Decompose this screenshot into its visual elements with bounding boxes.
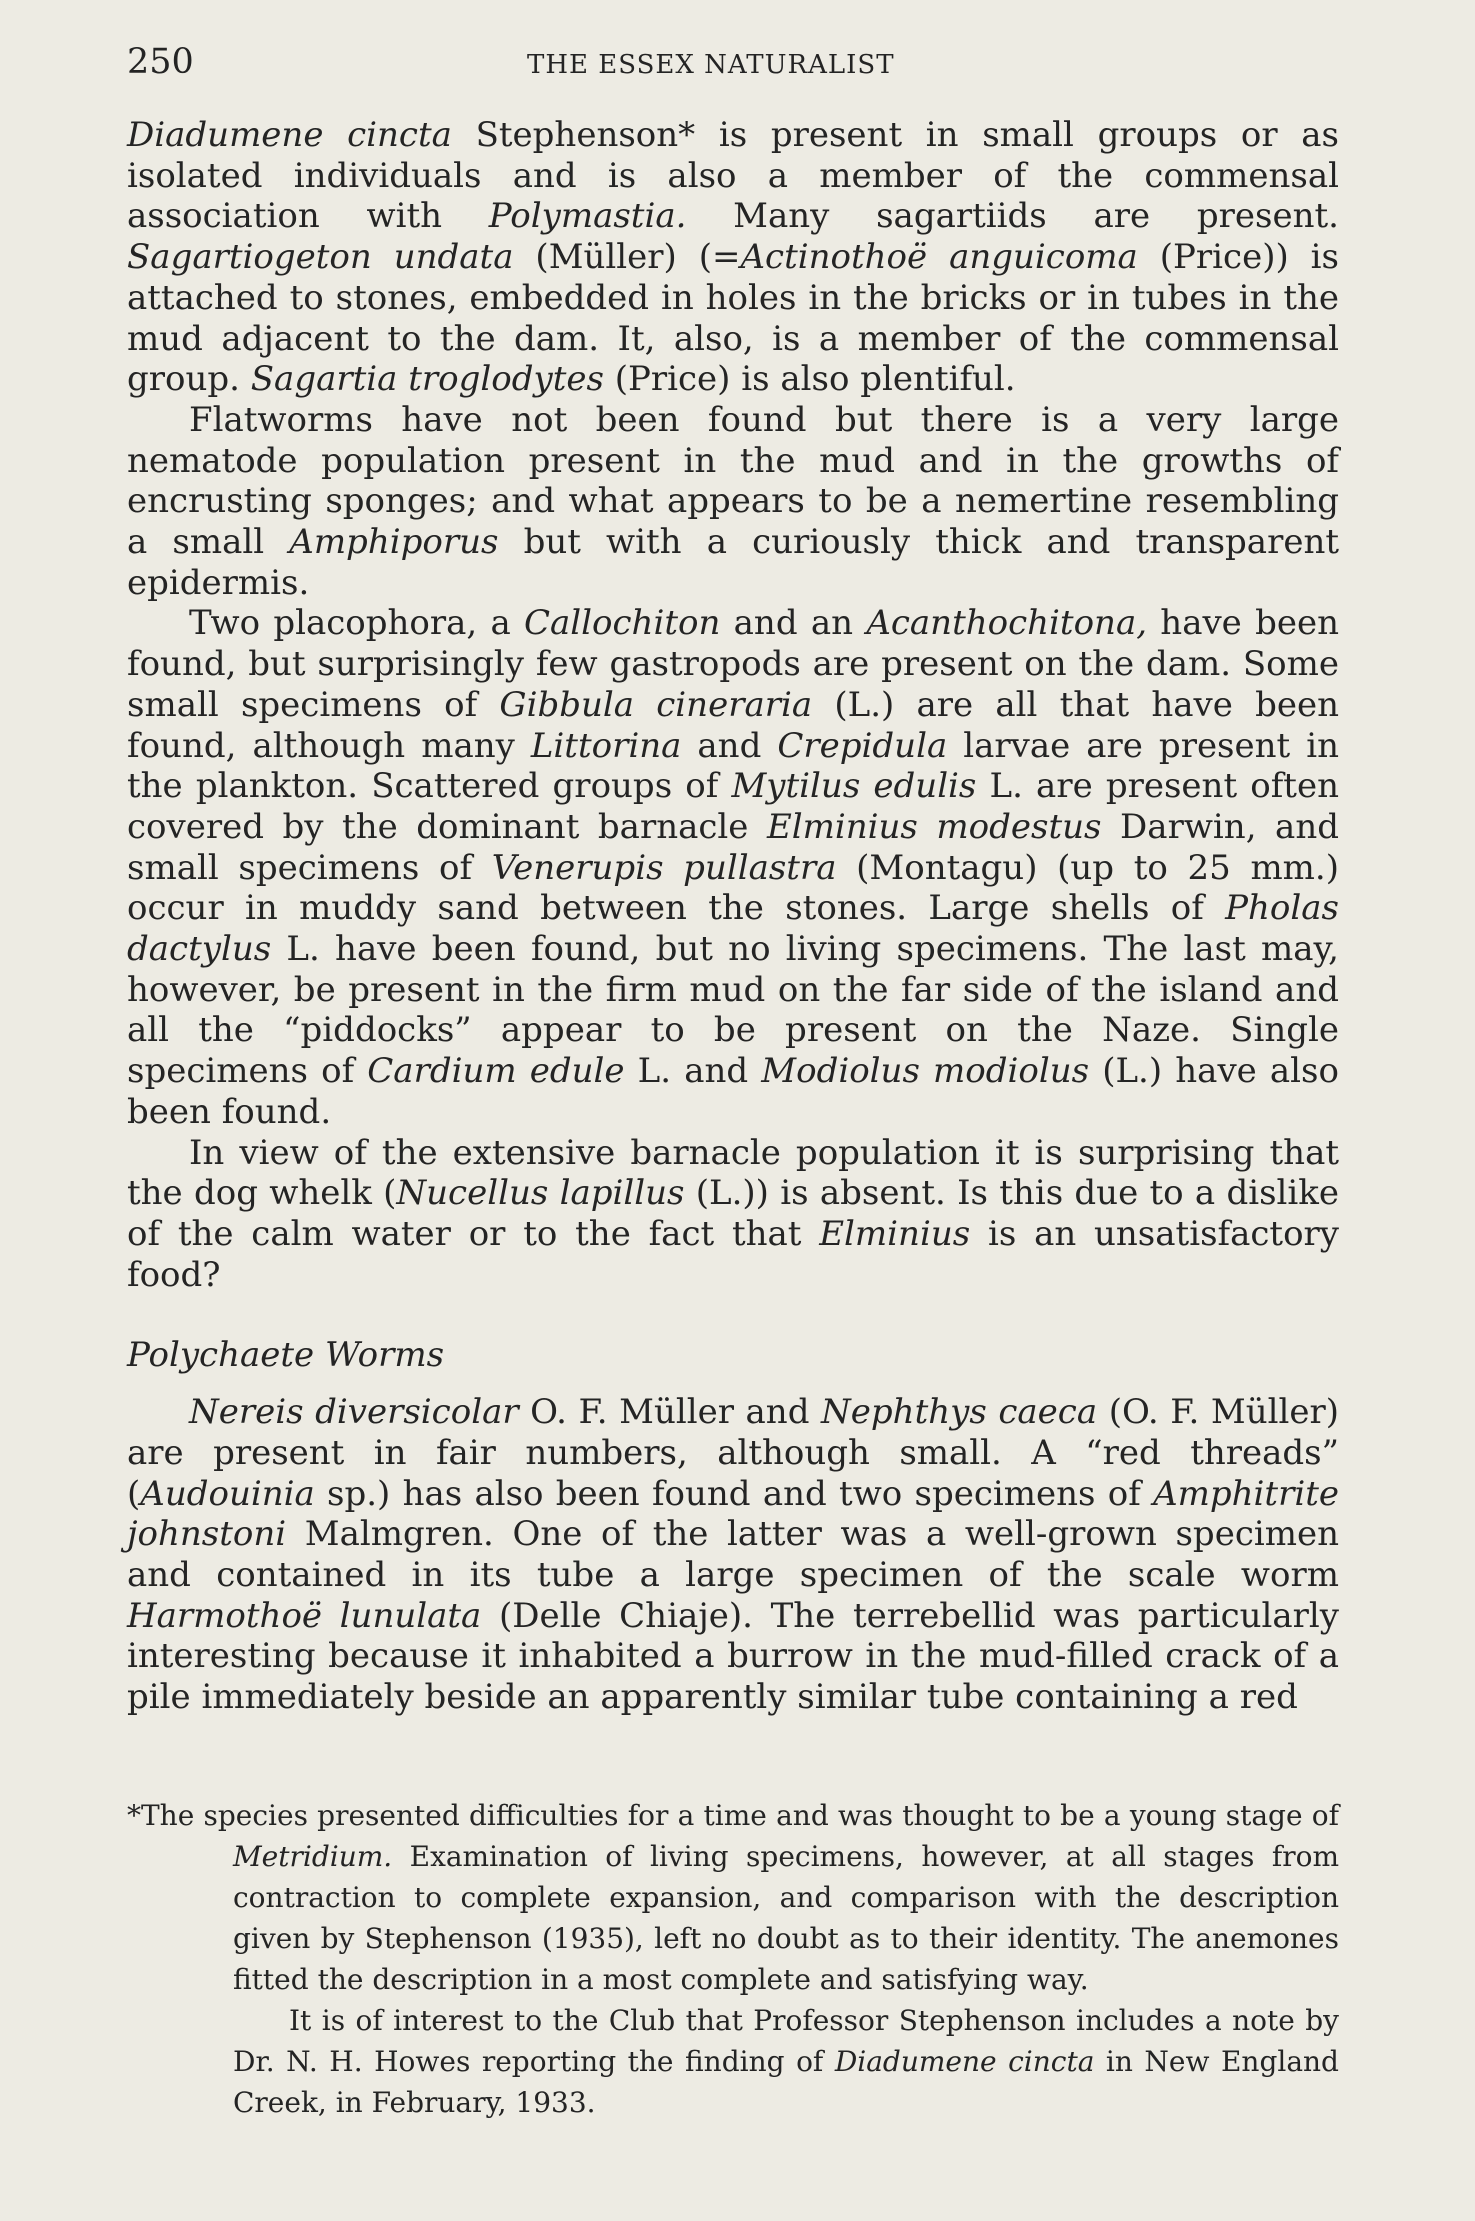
species-name: Mytilus edulis <box>731 766 977 807</box>
text-run: (L.) are all that have been found, although many <box>127 684 1339 766</box>
species-name: Amphiporus <box>289 522 499 563</box>
text-run: L. are present often covered by the dominant barnacle <box>127 766 1339 847</box>
text-run: Darwin, and small specimens of <box>127 806 1339 888</box>
running-head: THE ESSEX NATURALIST <box>527 50 895 80</box>
species-name: Elminius <box>819 1213 971 1254</box>
text-run: L. and <box>624 1051 762 1092</box>
text-run: Stephenson* is present in small groups or as isolated individuals and is also a member of the commensal association with <box>127 115 1339 237</box>
text-run: In view of the extensive barnacle population it is surprising that the dog whelk ( <box>127 1132 1339 1214</box>
species-name: Harmothoë lunulata <box>127 1595 482 1636</box>
text-run: Flatworms have not been found but there is a very large nematode population present in the mud and in the growths of encrusting sponges; and what appears to be a nemertine resembling a small <box>127 399 1339 563</box>
text-run: is an unsatisfactory food? <box>127 1213 1340 1295</box>
species-name: Audouinia <box>140 1473 315 1514</box>
paragraph-anemones <box>127 115 1339 400</box>
text-run: It is of interest to the Club that Professor Stephenson includes a note by Dr. N. H. Howes reporting the finding of <box>233 2004 1339 2078</box>
species-name: Elminius modestus <box>766 806 1102 847</box>
text-run: (Montagu) (up to 25 mm.) occur in muddy sand between the stones. Large shells of <box>127 847 1339 929</box>
text-run: (Price) is also plentiful. <box>603 359 1016 400</box>
paragraph-molluscs <box>127 603 1339 1132</box>
species-name: Acanthochitona, <box>866 603 1148 644</box>
text-run: in New England Creek, in February, 1933. <box>233 2045 1339 2119</box>
text-run: (Müller) (= <box>513 237 741 278</box>
text-run: (Delle Chiaje). The terrebellid was particularly interesting because it inhabited a burrow in the mud-filled crack of a pile immediately beside an apparently similar tube containing a red <box>127 1595 1339 1718</box>
species-name: Nucellus lapillus <box>396 1173 685 1214</box>
species-name: Amphitrite johnstoni <box>127 1473 1339 1555</box>
paragraph-dog-whelk <box>127 1133 1339 1296</box>
species-name: Nereis diversicolar <box>189 1392 519 1433</box>
paragraph-polychaetes <box>127 1392 1339 1718</box>
species-name: Sagartiogeton undata <box>127 237 514 278</box>
text-run: have been found, but surprisingly few gastropods are present on the dam. Some small specimens of <box>127 603 1339 725</box>
text-run: Many sagartiids are present. <box>686 196 1339 237</box>
text-run: and an <box>720 603 867 644</box>
species-name: Modiolus modiolus <box>761 1051 1090 1092</box>
species-name: Actinothoë anguicoma <box>740 237 1138 278</box>
text-run: (Price)) is attached to stones, embedded in holes in the bricks or in tubes in the mud adjacent to the dam. It, also, is a member of the commensal group. <box>127 237 1339 400</box>
page-header <box>127 42 1339 92</box>
species-name: Callochiton <box>524 603 721 644</box>
species-name: Venerupis pullastra <box>491 847 837 888</box>
species-name: Metridium. <box>233 1840 393 1873</box>
species-name: Sagartia troglodytes <box>250 359 604 400</box>
text-run: sp.) has also been found and two specimens of <box>314 1473 1154 1514</box>
species-name: Diadumene cincta <box>127 115 452 155</box>
footnotes <box>127 1795 1339 2123</box>
text-run: (O. F. Müller) are present in fair numbers, although small. A “red threads” ( <box>127 1392 1340 1514</box>
footnote-species-difficulty <box>127 1795 1339 2000</box>
species-name: Nephthys caeca <box>821 1392 1098 1433</box>
section-heading: Polychaete Worms <box>127 1335 445 1376</box>
text-run: O. F. Müller and <box>518 1392 822 1433</box>
text-run: (L.) have also been found. <box>127 1051 1339 1132</box>
text-run: larvae are present in the plankton. Scattered groups of <box>127 725 1339 807</box>
text-run: but with a curiously thick and transparent epidermis. <box>127 522 1340 603</box>
species-name: Diadumene cincta <box>834 2045 1095 2078</box>
species-name: Polymastia. <box>488 196 687 237</box>
text-run: L. have been found, but no living specimens. The last may, however, be present in the firm mud on the far side of the island and all the “piddocks” appear to be present on the Naze. Single specimens of <box>127 929 1339 1092</box>
text-run: Malmgren. One of the latter was a well-grown specimen and contained in its tube a large specimen of the scale worm <box>127 1514 1339 1595</box>
species-name: Littorina <box>530 725 682 766</box>
paragraph-flatworms <box>127 400 1339 604</box>
text-run: Two placophora, a <box>189 603 525 644</box>
species-name: Pholas dactylus <box>127 888 1339 970</box>
species-name: Gibbula cineraria <box>499 684 813 725</box>
body-text <box>127 115 1339 1718</box>
text-run: Examination of living specimens, however, at all stages from contraction to complete expansion, and comparison with the description given by Stephenson (1935), left no doubt as to their identity. The anemones fitted the description in a most complete and satisfying way. <box>233 1840 1339 1996</box>
footnote-club-note <box>127 2000 1339 2123</box>
species-name: Cardium edule <box>367 1051 625 1092</box>
text-run: and <box>681 725 778 766</box>
text-run: (L.)) is absent. Is this due to a dislike of the calm water or to the fact that <box>127 1173 1340 1254</box>
species-name: Crepidula <box>777 725 948 766</box>
text-run: *The species presented difficulties for a time and was thought to be a young stage of <box>127 1799 1339 1832</box>
page-number: 250 <box>127 42 194 82</box>
